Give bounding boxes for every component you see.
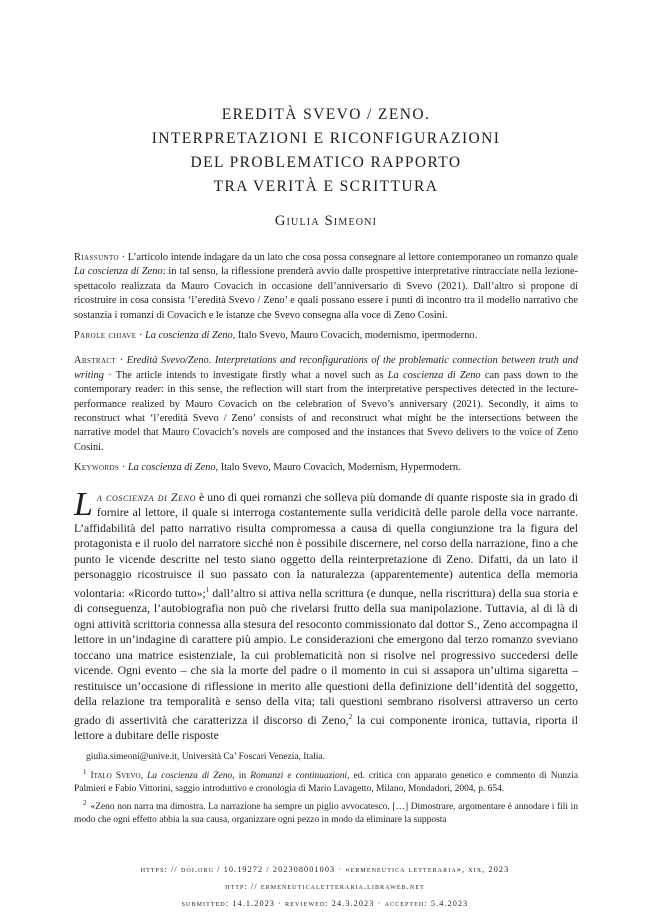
footer-dates: submitted: 14.1.2023 · reviewed: 24.3.2023 · accepted: 5.4.2023 [181, 899, 469, 908]
lead-in: a coscienza di Zeno [96, 490, 196, 504]
footer-url[interactable]: http: // ermeneuticaletteraria.libraweb.net [225, 882, 425, 891]
article-title [74, 103, 578, 199]
footer-doi[interactable]: https: // doi.org / 10.19272 / 202308001003 · «ermeneutica letteraria», xix, 2023 [140, 865, 510, 874]
footnote-ref[interactable]: 2 [348, 712, 353, 721]
riassunto-text-b: : in tal senso, la riflessione prenderà avvio dalle prospettive interpretative rintracciate nella lezione-spettacolo realizzata da Mauro Covacich in occasione dell’anniversario di Svevo (2021). Dall’altro si propone di ricostruire in cosa consista ‘l’eredità Svevo / Zeno’ e quali possano essere i punti di incontro tra il modello narrativo che sostanzia i romanzi di Covacich e le istanze che Svevo consegna alla voce di Zeno Cosini. [74, 266, 578, 321]
author-affiliation: giulia.simeoni@unive.it, Università Ca’ Foscari Venezia, Italia. [86, 752, 325, 762]
riassunto-paragraph [74, 251, 578, 323]
separator: · [116, 355, 127, 367]
abstract-paragraph [74, 354, 578, 455]
english-title: Eredità Svevo/Zeno. Interpretations and reconfigurations of the problematic connection between truth and writing [74, 355, 578, 381]
footnotes [74, 751, 578, 829]
abstract-block [74, 251, 578, 476]
article-page [74, 0, 578, 744]
separator: · [119, 462, 128, 474]
riassunto-label: Riassunto [74, 252, 119, 263]
abstract-text-b: can pass down to the contemporary reader: in this sense, the reflection will start from the interpretative perspectives detected in the lecture-performance realized by Mauro Covacich on the celebration of Svevo’s anniversary (2021). Secondly, it aims to reconstruct what ‘l’eredità Svevo / Zeno’ consists of and reconstruct what might be the intersections between the narrative model that Mauro Covacich’s novels are composed and the instances that Svevo delivers to the voice of Zeno Cosini. [74, 369, 578, 453]
parole-chiave-paragraph [74, 329, 578, 343]
keywords-label: Keywords [74, 462, 120, 474]
footnote-mid: , in [232, 770, 251, 781]
abstract-text-a: · The article intends to investigate firstly what a novel such as [103, 369, 388, 381]
title-line: DEL PROBLEMATICO RAPPORTO [190, 154, 462, 171]
parole-chiave-label: Parole chiave [74, 330, 137, 342]
novel-title: La coscienza di Zeno [387, 369, 481, 381]
novel-title: La coscienza di Zeno [127, 462, 216, 474]
body-text-c: la cui componente ironica, tuttavia, riporta il lettore a dubitare delle risposte [74, 713, 578, 742]
footnote-ref[interactable]: 1 [205, 585, 210, 594]
keywords-text: , Italo Svevo, Mauro Covacich, Modernism, Hypermodern. [215, 462, 461, 474]
body-text-b: dall’altro si attiva nella scrittura (e dunque, nella riscrittura) della sua storia e di conseguenza, l’autobiografia non può che rivelarsi frutto della sua manipolazione. Tuttavia, al di là di ogni attività scrittoria connessa alla stesura del resoconto commissionato dal dottor S., Zeno accompagna il lettore in un’indagine di carattere più ampio. Le considerazioni che emergono dal terzo romanzo sveviano toccano una matrice esistenziale, la cui problematicità non si risolve nel progressivo succedersi delle vicende. Ogni evento – che sia la morte del padre o il momento in cui si assapora un’ultima sigaretta – restituisce un’occasione di riflessione in merito alle questioni della definizione dell’identità del soggetto, della relazione tra temporalità e senso della vita; tali questioni sembrano risolversi attraverso un certo grado di assertività che caratterizza il discorso di Zeno, [74, 586, 578, 727]
drop-cap: L [74, 485, 93, 523]
abstract-label: Abstract [74, 355, 117, 367]
footnote-rest: , ed. critica con apparato genetico e commento di Nunzia Palmieri e Fabio Vittorini, saggio introduttivo e cronologia di Mario Lavagetto, Milano, Mondadori, 2004, p. 654. [74, 770, 579, 794]
novel-title: La coscienza di Zeno [74, 266, 163, 278]
parole-chiave-text: , Italo Svevo, Mauro Covacich, modernismo, ipermoderno. [232, 330, 478, 342]
body-text [74, 485, 578, 744]
riassunto-text-a: L’articolo intende indagare da un lato che cosa possa consegnare al lettore contemporaneo un romanzo quale [127, 252, 578, 263]
separator: · [136, 330, 146, 342]
footnote-number: 1 [83, 767, 87, 776]
footnote-sep: , [140, 770, 148, 781]
author-name: Giulia Simeoni [274, 213, 378, 229]
keywords-paragraph [74, 461, 578, 475]
body-text-a: è uno di quei romanzi che solleva più domande di quante risposte sia in grado di fornire al lettore, il quale si interroga costantemente sulla veridicità delle parole della voce narrante. L’affidabilità del patto narrativo risulta compromessa a causa di quella congiunzione tra la figura del protagonista e il ruolo del narratore sicché non è possibile discernere, nel corso della narrazione, fino a che punto le vicende descritte nel testo siano oggetto della reinterpretazione di Zeno. Difatti, da un lato il personaggio ricostruisce il suo passato con la naturalezza (apparentemente) autentica della memoria volontaria: «Ricordo tutto»; [74, 490, 578, 600]
footnote-text: «Zeno non narra ma dimostra. La narrazione ha sempre un piglio avvocatesco. […] Dimostrare, argomentare è annodare i fili in modo che ogni effetto abbia la sua causa, organizzare ogni pezzo in modo da eliminare la supposta [74, 802, 578, 826]
footnote-number: 2 [83, 799, 87, 808]
footnote-series: Romanzi e continuazioni [250, 770, 348, 781]
title-line: TRA VERITÀ E SCRITTURA [213, 178, 439, 195]
footnote-author: Italo Svevo [90, 770, 141, 781]
separator: · [119, 252, 128, 263]
novel-title: La coscienza di Zeno [145, 330, 233, 342]
title-line: EREDITÀ SVEVO / ZENO. [221, 106, 431, 123]
footnote-1 [74, 766, 578, 796]
title-line: INTERPRETAZIONI E RICONFIGURAZIONI [151, 130, 501, 147]
footnote-title: La coscienza di Zeno [147, 770, 233, 781]
footnote-2 [74, 797, 578, 827]
